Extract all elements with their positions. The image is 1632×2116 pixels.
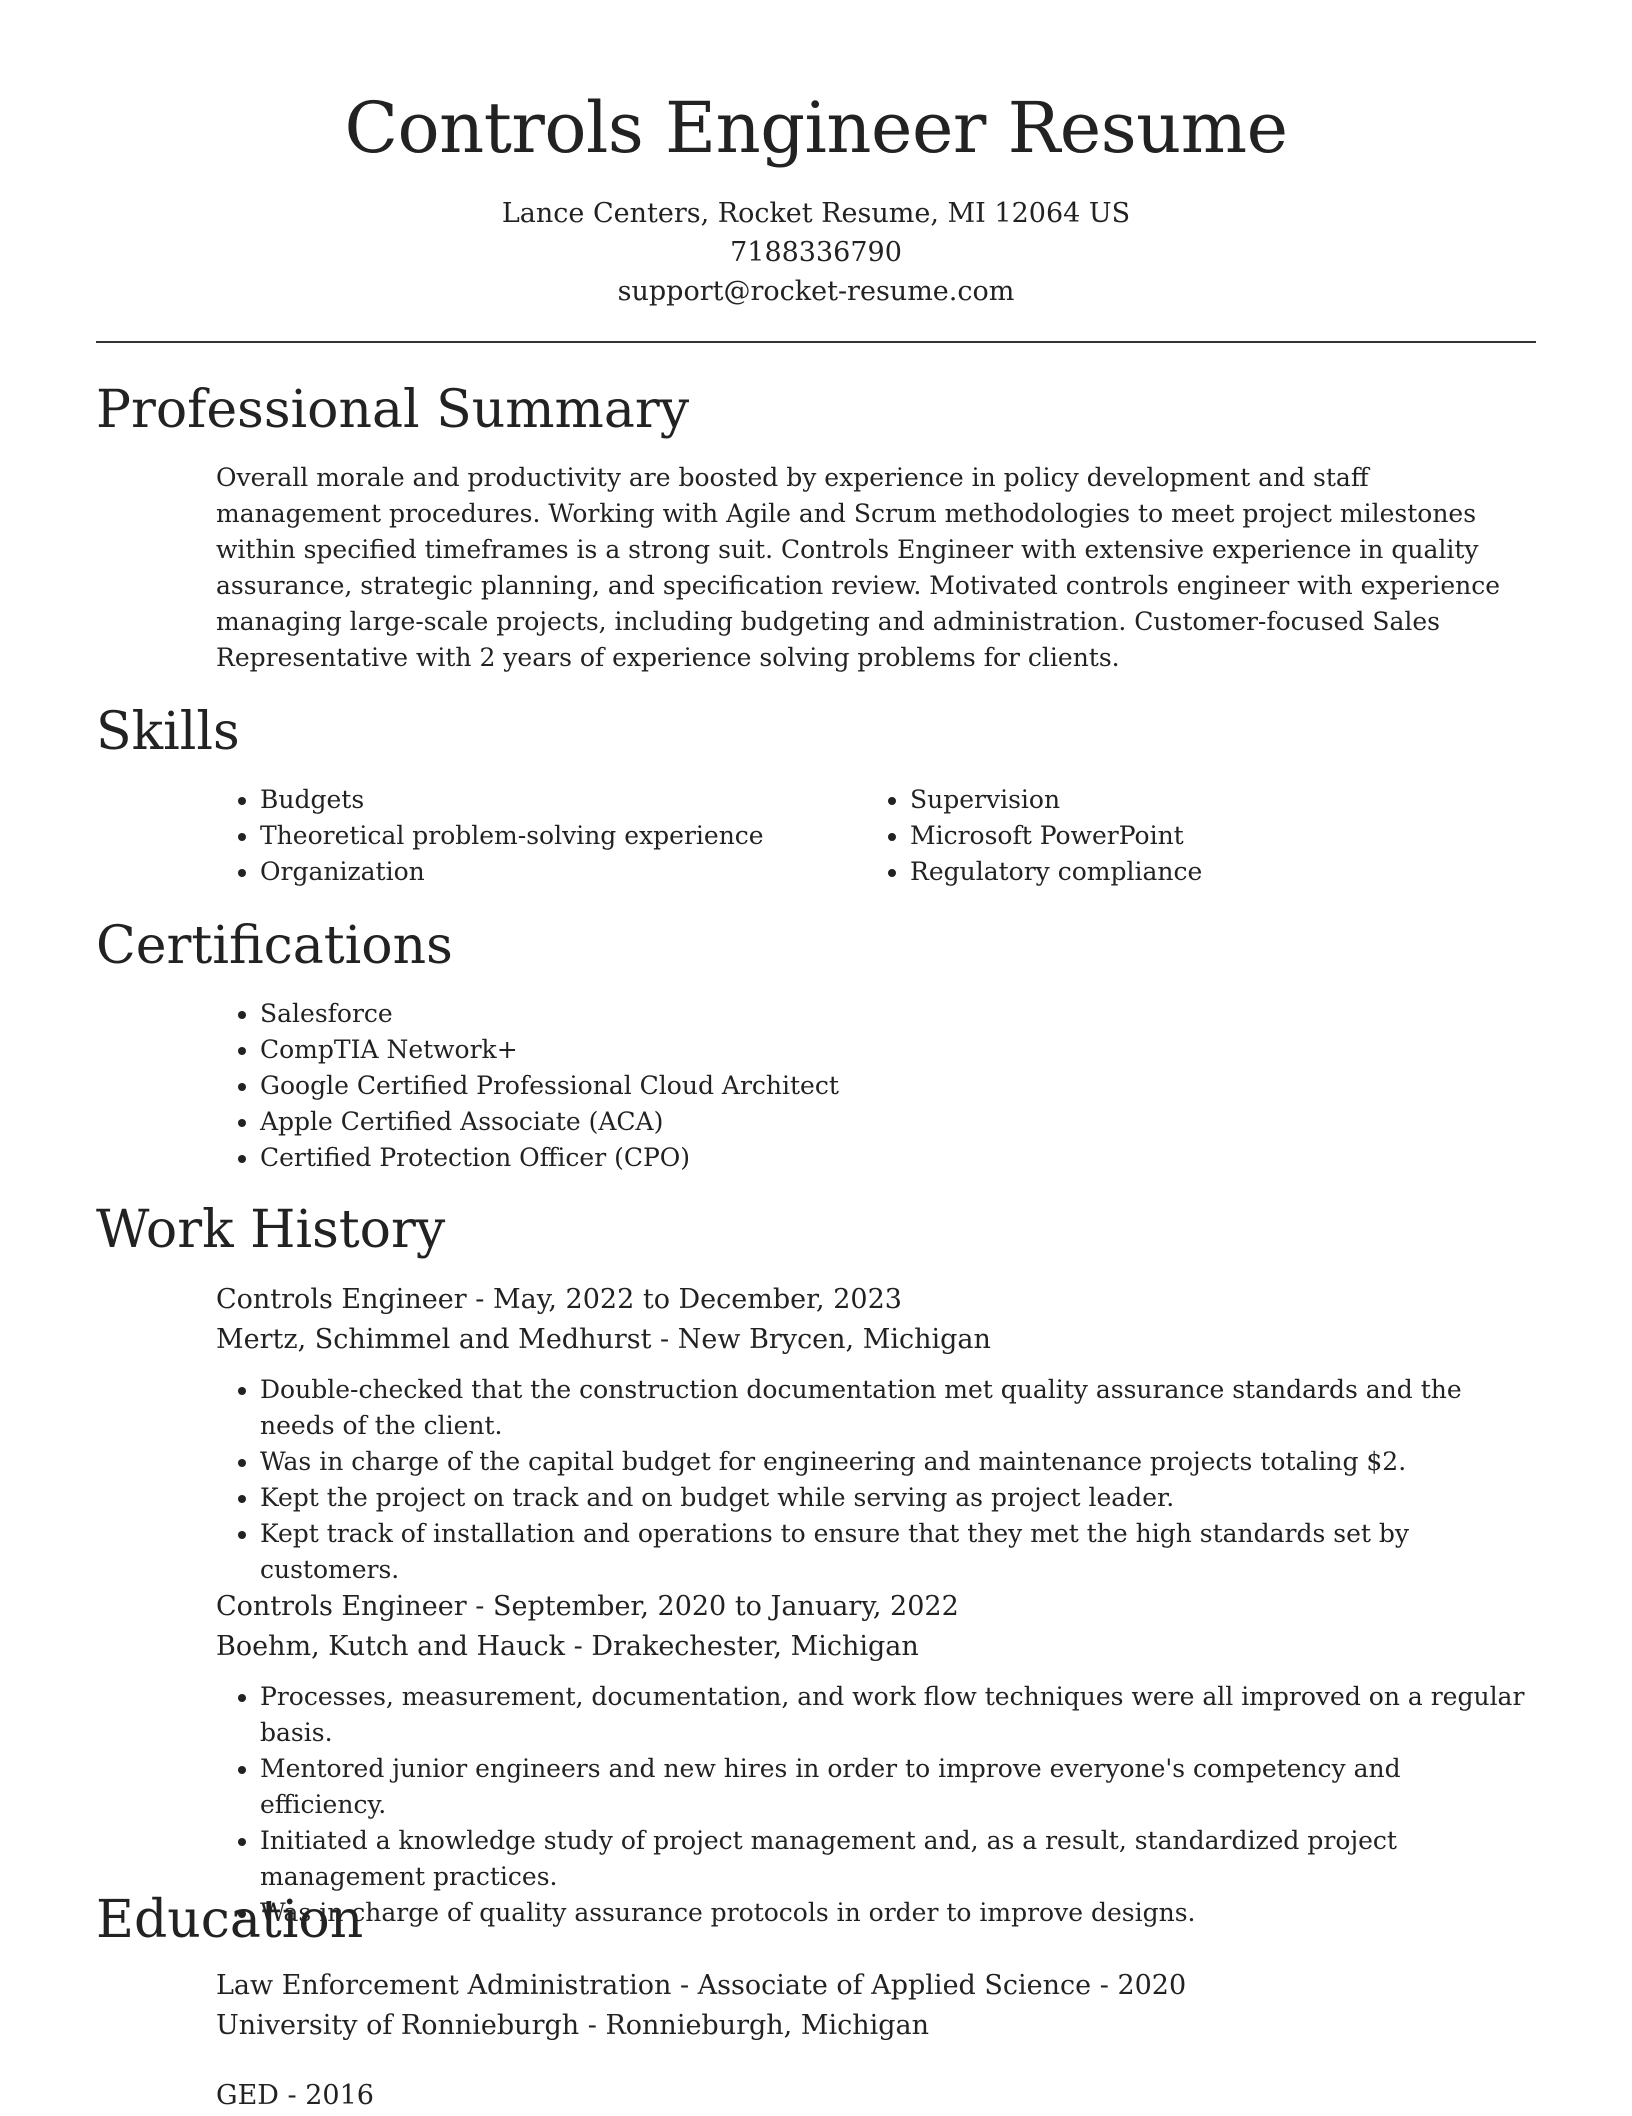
separator: - [671, 1970, 698, 2001]
education-school: University of Ronnieburgh [216, 2010, 580, 2041]
certification-item: • Google Certified Professional Cloud Architect [260, 1068, 1416, 1104]
resume-header [0, 0, 1632, 311]
job-bullets [216, 1372, 1526, 1588]
job-company: Mertz, Schimmel and Medhurst [216, 1324, 652, 1355]
job-bullet: • Kept track of installation and operations to ensure that they met the high standards set by customers. [260, 1516, 1526, 1588]
certifications-list [216, 996, 1416, 1176]
job-company-line [216, 1627, 1526, 1667]
education-location: Ronnieburgh, Michigan [605, 2010, 930, 2041]
separator: - [651, 1324, 678, 1355]
skill-item: • Budgets [260, 782, 816, 818]
resume-title: Controls Engineer Resume [344, 87, 1288, 169]
skill-item: • Organization [260, 854, 816, 890]
education-degree-line [216, 2076, 1526, 2116]
job-entry [216, 1587, 1526, 1931]
skills-column-left [216, 782, 816, 890]
job-dates: September, 2020 to January, 2022 [492, 1591, 959, 1622]
job-bullet: • Was in charge of quality assurance protocols in order to improve designs. [260, 1895, 1526, 1931]
separator: - [466, 1591, 493, 1622]
certifications-heading: Certifications [96, 916, 453, 976]
certification-item: • Salesforce [260, 996, 1416, 1032]
job-entry [216, 1280, 1526, 1588]
job-location: Drakechester, Michigan [591, 1631, 919, 1662]
education-degree-line [216, 1966, 1526, 2006]
job-title: Controls Engineer [216, 1591, 467, 1622]
separator: - [466, 1284, 493, 1315]
job-title: Controls Engineer [216, 1284, 467, 1315]
skill-item: • Regulatory compliance [910, 854, 1466, 890]
separator: - [565, 1631, 592, 1662]
skill-item: • Microsoft PowerPoint [910, 818, 1466, 854]
contact-address: Lance Centers, Rocket Resume, MI 12064 US [501, 198, 1131, 229]
job-bullet: • Initiated a knowledge study of project management and, as a result, standardized project management practices. [260, 1823, 1526, 1895]
skills-heading: Skills [96, 702, 240, 762]
certification-item: • Certified Protection Officer (CPO) [260, 1140, 1416, 1176]
summary-heading: Professional Summary [96, 380, 690, 440]
education-heading: Education [96, 1890, 364, 1950]
separator: - [278, 2080, 306, 2111]
contact-email: support@rocket-resume.com [617, 276, 1015, 307]
education-entry [216, 1966, 1526, 2046]
education-degree: Associate of Applied Science [697, 1970, 1092, 2001]
summary-text: Overall morale and productivity are boosted by experience in policy development and staff management procedures. Working with Agile and Scrum methodologies to meet project milestones within specified timeframes is a strong suit. Controls Engineer with extensive experience in quality assurance, strategic planning, and specification review. Motivated controls engineer with experience managing large-scale projects, including budgeting and administration. Customer-focused Sales Representative with 2 years of experience solving problems for clients. [216, 463, 1501, 672]
work-history-heading: Work History [96, 1200, 446, 1260]
separator: - [579, 2010, 606, 2041]
job-bullet: • Kept the project on track and on budget while serving as project leader. [260, 1480, 1526, 1516]
job-dates: May, 2022 to December, 2023 [492, 1284, 902, 1315]
job-bullet: • Processes, measurement, documentation, and work flow techniques were all improved on a regular basis. [260, 1679, 1526, 1751]
education-year: 2016 [305, 2080, 374, 2111]
job-bullet: • Was in charge of the capital budget for engineering and maintenance projects totaling $2. [260, 1444, 1526, 1480]
certification-item: • CompTIA Network+ [260, 1032, 1416, 1068]
separator: - [1091, 1970, 1118, 2001]
education-field: GED [216, 2080, 279, 2111]
job-bullets [216, 1679, 1526, 1931]
job-location: New Brycen, Michigan [677, 1324, 991, 1355]
skill-item: • Supervision [910, 782, 1466, 818]
certification-item: • Apple Certified Associate (ACA) [260, 1104, 1416, 1140]
job-bullet: • Mentored junior engineers and new hires in order to improve everyone's competency and efficiency. [260, 1751, 1526, 1823]
header-divider [96, 341, 1536, 343]
skills-column-right [866, 782, 1466, 890]
job-company-line [216, 1320, 1526, 1360]
education-field: Law Enforcement Administration [216, 1970, 672, 2001]
skill-item: • Theoretical problem-solving experience [260, 818, 816, 854]
contact-phone: 7188336790 [730, 237, 902, 268]
job-bullet: • Double-checked that the construction documentation met quality assurance standards and the needs of the client. [260, 1372, 1526, 1444]
job-company: Boehm, Kutch and Hauck [216, 1631, 566, 1662]
job-title-line [216, 1280, 1526, 1320]
job-title-line [216, 1587, 1526, 1627]
education-year: 2020 [1117, 1970, 1187, 2001]
contact-info [0, 194, 1632, 311]
education-entry [216, 2076, 1526, 2116]
education-school-line [216, 2006, 1526, 2046]
